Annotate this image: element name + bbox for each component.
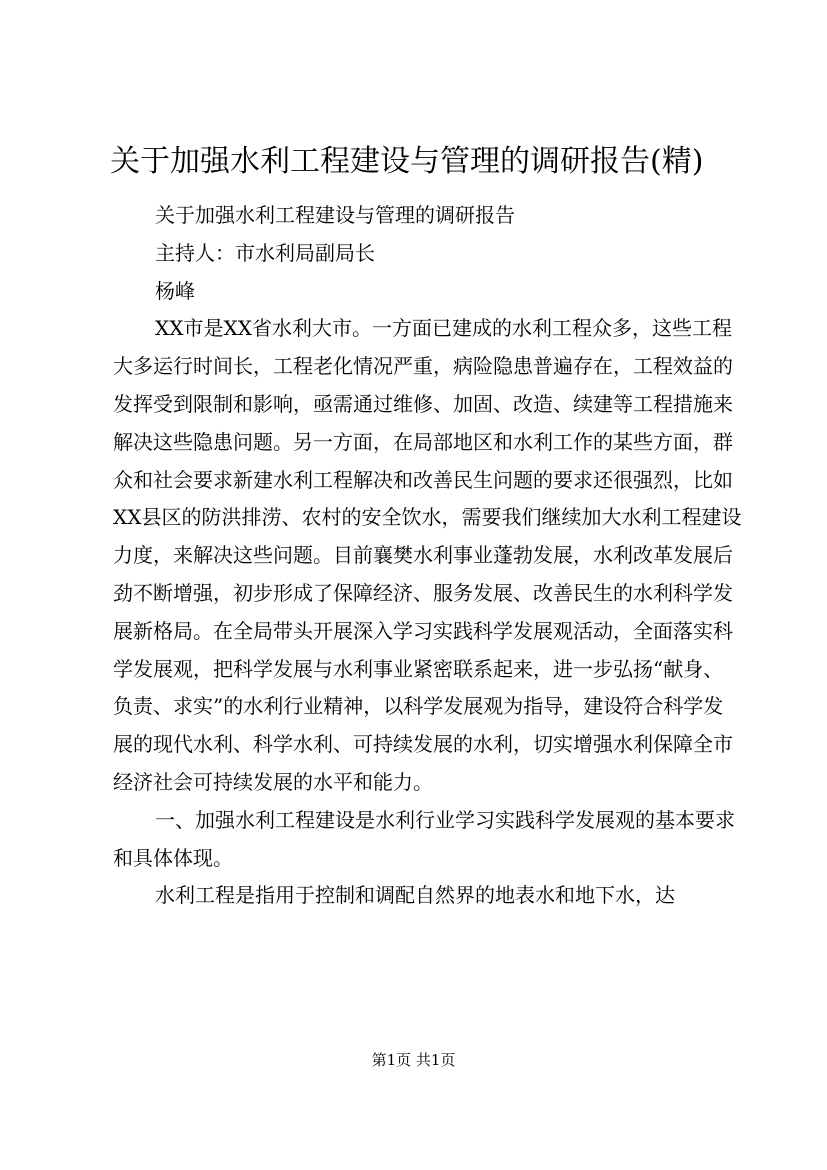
paragraph-section-body: 水利工程是指用于控制和调配自然界的地表水和地下水，达 bbox=[155, 883, 675, 908]
paragraph-host: 主持人：市水利局副局长 bbox=[155, 240, 375, 265]
page-footer: 第1页 共1页 bbox=[371, 1051, 456, 1069]
document-body bbox=[113, 197, 743, 915]
paragraph-host-name: 杨峰 bbox=[155, 278, 195, 303]
paragraph-section-heading: 一、加强水利工程建设是水利行业学习实践科学发展观的基本要求和具体体现。 bbox=[113, 807, 735, 870]
paragraph-subtitle: 关于加强水利工程建设与管理的调研报告 bbox=[155, 203, 515, 227]
paragraph-intro: XX市是XX省水利大市。一方面已建成的水利工程众多，这些工程大多运行时间长，工程老化情况严重，病险隐患普遍存在，工程效益的发挥受到限制和影响，亟需通过维修、加固、改造、续建等工程措施来解决这些隐患问题。另一方面，在局部地区和水利工作的某些方面，群众和社会要求新建水利工程解决和改善民生问题的要求还很强烈，比如XX县区的防洪排涝、农村的安全饮水，需要我们继续加大水利工程建设力度，来解决这些问题。目前襄樊水利事业蓬勃发展，水利改革发展后劲不断增强，初步形成了保障经济、服务发展、改善民生的水利科学发展新格局。在全局带头开展深入学习实践科学发展观活动，全面落实科学发展观，把科学发展与水利事业紧密联系起来，进一步弘扬“献身、负责、求实”的水利行业精神，以科学发展观为指导，建设符合科学发展的现代水利、科学水利、可持续发展的水利，切实增强水利保障全市经济社会可持续发展的水平和能力。 bbox=[113, 316, 742, 794]
document-title: 关于加强水利工程建设与管理的调研报告(精) bbox=[110, 144, 704, 179]
